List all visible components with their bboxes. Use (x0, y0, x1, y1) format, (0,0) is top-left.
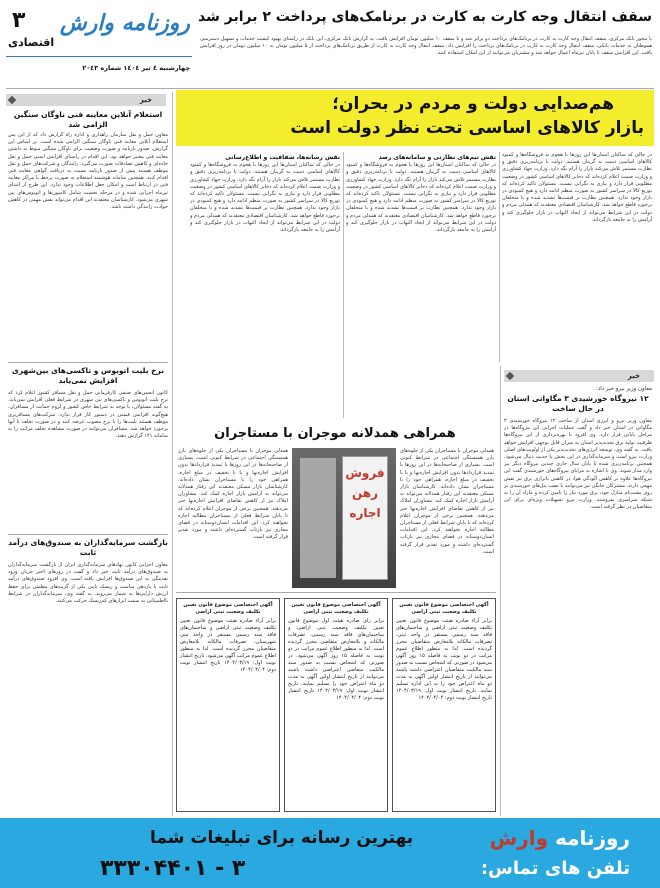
left-divider-1 (8, 362, 168, 363)
tenant-story-body-right: همدلی موجران با مستاجران یکی از جلوه‌های بارز همبستگی اجتماعی در شرایط کنونی است. بسیاری از صاحبخانه‌ها در این روزها با تمدید قراردادها بدون افزایش اجاره‌بها و یا با تخفیف در مبلغ اجاره، همراهی خود را با مستاجران نشان داده‌اند. کارشناسان بازار مسکن معتقدند این رفتار همدلانه می‌تواند به آرامش بازار اجاره کمک کند. مشاوران املاک نیز از کاهش تقاضای افزایش اجاره‌بها خبر می‌دهند. همچنین برخی از موجران اعلام کرده‌اند که تا پایان شرایط فعلی از مستاجران مطالبه اجاره نخواهند کرد. این اقدامات انسان‌دوستانه در فضای مجازی نیز بازتاب گسترده‌ای داشته و مورد تقدیر قرار گرفته است. (400, 448, 494, 555)
legal-ad-2 (284, 598, 388, 812)
banner-brand-prefix: روزنامه (555, 826, 630, 850)
left-news-tag: خبر (6, 94, 166, 106)
photo-window (300, 458, 336, 578)
mid-story-body: معاون وزیر نیرو و انرژی استان از ساخت ۱۲ نیروگاه خورشیدی ۳ مگاواتی در استان خبر داد و گفت عملیات اجرایی این نیروگاه‌ها در مراحل پایانی قرار دارد. وی افزود با بهره‌برداری از این نیروگاه‌ها ظرفیت تولید برق تجدیدپذیر استان به میزان قابل توجهی افزایش خواهد یافت. به گفته وی، توسعه انرژی‌های تجدیدپذیر یکی از اولویت‌های اصلی وزارت نیرو است و سرمایه‌گذاری در این بخش با جدیت دنبال می‌شود. همچنین برنامه‌ریزی شده تا پایان سال جاری چندین نیروگاه دیگر نیز وارد مدار شوند. وی با اشاره به مزایای نیروگاه‌های خورشیدی گفت این نیروگاه‌ها علاوه بر کاهش آلودگی هوا، در کاهش ناترازی برق نیز نقش مهمی دارند. مشترکان خانگی نیز می‌توانند با نصب پنل‌های خورشیدی بر روی پشت‌بام منازل خود، برق مورد نیاز را تامین کرده و مازاد آن را به شبکه سراسری بفروشند. وزارت نیرو تسهیلات ویژه‌ای برای این متقاضیان در نظر گرفته است. (504, 418, 652, 511)
legal-ad-2-title: آگهی اختصاصی موضوع قانون تعیین تکلیف وضعیت ثبتی اراضی (291, 602, 381, 615)
banner-phone-label: تلفن های تماس: (480, 858, 630, 879)
lead-body-col3-text: در حالی که ساکنان استان‌ها این روزها با هجوم به فروشگاه‌ها و کمبود کالاهای اساسی دست به گریبان هستند، دولت با برنامه‌ریزی دقیق و نظارت مستمر تلاش می‌کند بازار را آرام نگه دارد. وزارت جهاد کشاورزی و وزارت صمت اعلام کرده‌اند که ذخایر کالاهای اساسی کشور در وضعیت مطلوبی قرار دارد و نیازی به نگرانی نیست. مسئولان تاکید کرده‌اند که توزیع کالا در سراسر کشور به صورت منظم ادامه دارد و هیچ کمبودی در بازار وجود ندارد. همچنین نظارت بر قیمت‌ها تشدید شده و با متخلفان برخورد قاطع خواهد شد. کارشناسان اقتصادی معتقدند که همدلی مردم و دولت در این شرایط می‌تواند از ایجاد التهاب در بازار جلوگیری کند و آرامش را به جامعه بازگرداند. (190, 162, 340, 234)
left-story1-headline: استعلام آنلاین معاینه فنی ناوگان سنگین الزامی شد (13, 110, 163, 129)
lead-col-rule-1 (499, 152, 500, 362)
lead-headline-line2: بازار کالاهای اساسی تحت نظر دولت است (290, 118, 644, 138)
left-story2-body: کانون انجمن‌های صنفی کارفرمایی حمل و نقل مسافر کشور اعلام کرد که نرخ بلیت اتوبوس و تاکسی‌های بین شهری در شرایط فعلی افزایش نمی‌یابد. به گفته مسئولان، با توجه به شرایط خاص کشور و لزوم حمایت از مسافران، هیچ‌گونه افزایش قیمتی در دستور کار قرار ندارد. شرکت‌های مسافربری موظف هستند بلیت‌ها را با نرخ مصوب عرضه کنند و در صورت تخلف با آنها برخورد خواهد شد. مسافران می‌توانند در صورت مشاهده تخلف مراتب را به سامانه ۱۴۱ گزارش دهند. (8, 390, 168, 440)
banner-brand (490, 826, 630, 850)
banner-tagline: بهترین رسانه برای تبلیغات شما (150, 828, 414, 848)
lead-story-body-col2 (346, 152, 496, 362)
top-divider (6, 88, 654, 89)
ads-divider (176, 592, 496, 593)
top-story-headline: سقف انتقال وجه کارت به کارت در برنامک‌های پرداخت ۲ برابر شد (198, 9, 652, 25)
lead-subhead-1: نقش تیم‌های نظارتی و سامانه‌های رصد (378, 154, 496, 161)
legal-ad-3 (176, 598, 280, 812)
ad-banner (0, 818, 660, 888)
photo-sign (342, 456, 388, 580)
newspaper-logo: روزنامه وارش (59, 10, 190, 36)
photo-sign-text: فروش رهن اجاره (345, 466, 385, 520)
top-story-body: با مجوز بانک مرکزی، سقف انتقال وجه کارت به کارت در برنامک‌های پرداخت دو برابر شد و تا سقف ۱۰ میلیون تومان افزایش یافت. به گزارش بانک مرکزی، این بانک در راستای بهبود کیفیت خدمات و تسهیل دسترسی هموطنان به خدمات بانکی، سقف انتقال وجه کارت به کارت در برنامک‌های پرداخت را افزایش داد. سقف انتقال وجه کارت به کارت از طریق برنامک‌های پرداخت از ۵ میلیون تومان به ۱۰ میلیون تومان در روز افزایش یافت. این افزایش سقف تا پایان تیرماه اعمال خواهد شد و مشتریان می‌توانند از این امکان استفاده کنند. (200, 36, 652, 57)
legal-ad-1-body: برابر آراء صادره هیئت موضوع قانون تعیین تکلیف وضعیت ثبتی اراضی و ساختمان‌های فاقد سند رسمی مستقر در واحد ثبتی، تصرفات مالکانه بلامعارض متقاضیان محرز گردیده است. لذا به منظور اطلاع عموم مراتب در دو نوبت به فاصله ۱۵ روز آگهی می‌شود در صورتی که اشخاص نسبت به صدور سند مالکیت متقاضیان اعتراضی داشته باشند می‌توانند از تاریخ انتشار اولین آگهی به مدت دو ماه اعتراض خود را به این اداره تسلیم نمایند. تاریخ انتشار نوبت اول: ۱۴۰۴/۰۳/۱۹ تاریخ انتشار نوبت دوم: ۱۴۰۴/۰۴/۰۴ (396, 618, 492, 701)
legal-ad-1 (392, 598, 496, 812)
mid-story-kicker: معاون وزیر نیرو خبر داد: (595, 386, 652, 392)
lead-story-body-col1: در حالی که ساکنان استان‌ها این روزها با هجوم به فروشگاه‌ها و کمبود کالاهای اساسی دست به گریبان هستند، دولت با برنامه‌ریزی دقیق و نظارت مستمر تلاش می‌کند بازار را آرام نگه دارد. وزارت جهاد کشاورزی و وزارت صمت اعلام کرده‌اند که ذخایر کالاهای اساسی کشور در وضعیت مطلوبی قرار دارد و نیازی به نگرانی نیست. مسئولان تاکید کرده‌اند که توزیع کالا در سراسر کشور به صورت منظم ادامه دارد و هیچ کمبودی در بازار وجود ندارد. همچنین نظارت بر قیمت‌ها تشدید شده و با متخلفان برخورد قاطع خواهد شد. کارشناسان اقتصادی معتقدند که همدلی مردم و دولت در این شرایط می‌تواند از ایجاد التهاب در بازار جلوگیری کند و آرامش را به جامعه بازگرداند. (502, 152, 652, 223)
lead-subhead-2: نقش رسانه‌ها، شفافیت و اطلاع‌رسانی (225, 154, 340, 161)
mid-story-headline: ۱۲ نیروگاه خورشیدی ۳ مگاواتی استان در حال ساخت (507, 394, 649, 413)
mid-column-rule (500, 366, 501, 816)
lead-headline-box (176, 90, 654, 146)
lead-headline-line1: هم‌صدایی دولت و مردم در بحران؛ (332, 94, 614, 114)
left-column-rule (172, 92, 173, 816)
banner-phone: ۳۳۳۰۴۴۰۱ - ۳ (100, 856, 246, 881)
lead-story-body-col3 (190, 152, 340, 418)
masthead (6, 6, 192, 84)
lead-col-rule-2 (343, 152, 344, 418)
tenant-story-headline: همراهی همدلانه موجران با مستاجران (214, 426, 456, 441)
lead-body-col2-text: در حالی که ساکنان استان‌ها این روزها با هجوم به فروشگاه‌ها و کمبود کالاهای اساسی دست به گریبان هستند، دولت با برنامه‌ریزی دقیق و نظارت مستمر تلاش می‌کند بازار را آرام نگه دارد. وزارت جهاد کشاورزی و وزارت صمت اعلام کرده‌اند که ذخایر کالاهای اساسی کشور در وضعیت مطلوبی قرار دارد و نیازی به نگرانی نیست. مسئولان تاکید کرده‌اند که توزیع کالا در سراسر کشور به صورت منظم ادامه دارد و هیچ کمبودی در بازار وجود ندارد. همچنین نظارت بر قیمت‌ها تشدید شده و با متخلفان برخورد قاطع خواهد شد. کارشناسان اقتصادی معتقدند که همدلی مردم و دولت در این شرایط می‌تواند از ایجاد التهاب در بازار جلوگیری کند و آرامش را به جامعه بازگرداند. (346, 162, 496, 234)
issue-info: چهارشنبه ٤ تیر ١٤٠٤ شماره ٢٠٤٣ (82, 64, 190, 72)
left-divider-2 (8, 534, 168, 535)
left-story1-body: معاون حمل و نقل سازمان راهداری و اداره راه گزارش داد که از این پس استعلام آنلاین معاینه فنی ناوگان سنگین الزامی شده است. بر اساس این گزارش، صدور بارنامه و صورت وضعیت برای ناوگان سنگین منوط به داشتن معاینه فنی معتبر خواهد بود. این اقدام در راستای افزایش ایمنی حمل و نقل جاده‌ای و کاهش تصادفات صورت می‌گیرد. رانندگان و شرکت‌های حمل و نقل موظف هستند پیش از صدور بارنامه نسبت به دریافت گواهی معاینه فنی اقدام کنند. همچنین سامانه هوشمند استعلام به صورت برخط با مراکز معاینه فنی در ارتباط است و امکان جعل اطلاعات وجود ندارد. این طرح از ابتدای تیرماه اجرایی شده و در مرحله نخست شامل کامیون‌ها و اتوبوس‌های بین شهری می‌شود. کارشناسان معتقدند این اقدام می‌تواند نقش مهمی در کاهش حوادث رانندگی داشته باشد. (8, 132, 168, 211)
legal-ad-3-body: برابر آراء صادره هیئت موضوع قانون تعیین تکلیف وضعیت ثبتی اراضی و ساختمان‌های فاقد سند رسمی مستقر در واحد ثبتی شهرستان، تصرفات مالکانه بلامعارض متقاضیان محرز گردیده است. لذا به منظور اطلاع عموم مراتب آگهی می‌شود. تاریخ انتشار نوبت اول: ۱۴۰۴/۰۳/۱۹ تاریخ انتشار نوبت دوم: ۱۴۰۴/۰۴/۰۴ (180, 618, 277, 673)
section-label: اقتصادی (8, 36, 55, 49)
tenant-story-body-left: همدلی موجران با مستاجران یکی از جلوه‌های بارز همبستگی اجتماعی در شرایط کنونی است. بسیاری از صاحبخانه‌ها در این روزها با تمدید قراردادها بدون افزایش اجاره‌بها و یا با تخفیف در مبلغ اجاره، همراهی خود را با مستاجران نشان داده‌اند. کارشناسان بازار مسکن معتقدند این رفتار همدلانه می‌تواند به آرامش بازار اجاره کمک کند. مشاوران املاک نیز از کاهش تقاضای افزایش اجاره‌بها خبر می‌دهند. همچنین برخی از موجران اعلام کرده‌اند که تا پایان شرایط فعلی از مستاجران مطالبه اجاره نخواهند کرد. این اقدامات انسان‌دوستانه در فضای مجازی نیز بازتاب گسترده‌ای داشته و مورد تقدیر قرار گرفته است. (178, 448, 288, 541)
left-story3-headline: بازگشت سرمایه‌گذاران به صندوق‌های درآمد ثابت (8, 538, 168, 557)
legal-ad-2-body: برابر رای صادره هیئت اول موضوع قانون تعیین تکلیف وضعیت ثبتی اراضی و ساختمان‌های فاقد سند رسمی، تصرفات مالکانه و بلامعارض متقاضی محرز گردیده است. لذا به منظور اطلاع عموم مراتب در دو نوبت به فاصله ۱۵ روز آگهی می‌شود. در صورتی که اشخاص نسبت به صدور سند مالکیت متقاضی اعتراضی داشته باشند می‌توانند از تاریخ انتشار اولین آگهی به مدت دو ماه اعتراض خود را تسلیم نمایند. تاریخ انتشار نوبت اول: ۱۴۰۴/۰۳/۱۹ تاریخ انتشار نوبت دوم: ۱۴۰۴/۰۴/۰۴ (288, 618, 384, 701)
legal-ad-3-title: آگهی اختصاصی موضوع قانون تعیین تکلیف وضعیت ثبتی اراضی (183, 602, 273, 615)
banner-brand-name: وارش (489, 826, 549, 850)
mid-news-tag: خبر (504, 370, 654, 382)
masthead-rule (6, 56, 192, 57)
tenant-photo (292, 448, 396, 588)
left-story2-headline: نرخ بلیت اتوبوس و تاکسی‌های بین‌شهری افزایش نمی‌یابد (11, 366, 165, 385)
legal-ad-1-title: آگهی اختصاصی موضوع قانون تعیین تکلیف وضعیت ثبتی اراضی (399, 602, 489, 615)
left-story3-body: معاون اجرایی کانون نهادهای سرمایه‌گذاری ایران از بازگشت سرمایه‌گذاران به صندوق‌های درآمد ثابت خبر داد و گفت در روزهای اخیر جریان ورود نقدینگی به این صندوق‌ها افزایش یافته است. وی افزود صندوق‌های درآمد ثابت با بازدهی مناسب و ریسک پایین یکی از گزینه‌های مطمئن برای حفظ ارزش دارایی‌ها به شمار می‌روند. به گفته وی، سرمایه‌گذاران در شرایط نااطمینانی به سمت ابزارهای کم‌ریسک حرکت می‌کنند. (8, 562, 168, 605)
page-number: ۳ (12, 8, 26, 33)
